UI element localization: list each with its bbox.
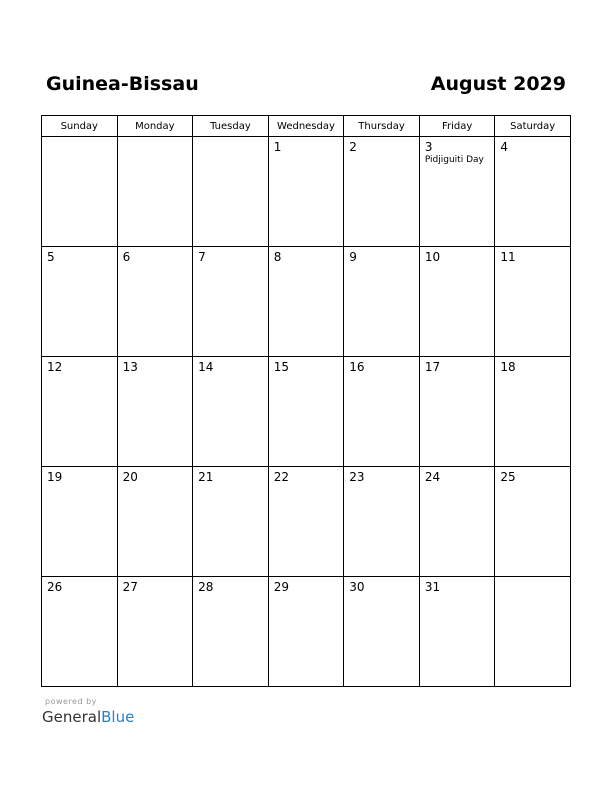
day-number: 8 bbox=[273, 250, 282, 264]
day-cell bbox=[419, 247, 495, 357]
day-cell bbox=[193, 467, 269, 577]
day-cell bbox=[42, 357, 118, 467]
day-cell bbox=[419, 577, 495, 687]
day-cell bbox=[42, 577, 118, 687]
day-cell bbox=[193, 137, 269, 247]
day-cell bbox=[344, 137, 420, 247]
day-cell bbox=[495, 247, 571, 357]
day-number: 20 bbox=[122, 470, 138, 484]
day-number: 4 bbox=[500, 140, 509, 154]
week-row bbox=[42, 137, 571, 247]
day-cell bbox=[344, 467, 420, 577]
day-number: 10 bbox=[424, 250, 441, 264]
week-row bbox=[42, 577, 571, 687]
day-number: 24 bbox=[424, 470, 441, 484]
day-number: 27 bbox=[122, 580, 138, 594]
day-number: 11 bbox=[500, 250, 516, 264]
day-cell bbox=[42, 137, 118, 247]
country-title: Guinea-Bissau bbox=[46, 73, 199, 95]
day-cell bbox=[193, 577, 269, 687]
day-number: 28 bbox=[198, 580, 214, 594]
day-cell bbox=[268, 577, 344, 687]
day-cell bbox=[42, 467, 118, 577]
day-number: 16 bbox=[349, 360, 365, 374]
weekday-header-friday: Friday bbox=[419, 116, 495, 137]
day-number: 30 bbox=[349, 580, 365, 594]
day-number: 9 bbox=[349, 250, 357, 264]
weekday-header-thursday: Thursday bbox=[344, 116, 420, 137]
day-cell bbox=[495, 577, 571, 687]
generalblue-logo[interactable] bbox=[42, 708, 134, 726]
day-number: 23 bbox=[349, 470, 365, 484]
day-number: 6 bbox=[122, 250, 131, 264]
day-cell bbox=[117, 137, 193, 247]
day-number: 13 bbox=[122, 360, 138, 374]
month-year-title: August 2029 bbox=[430, 73, 566, 95]
day-number: 3 bbox=[424, 140, 433, 154]
day-cell bbox=[268, 357, 344, 467]
day-number: 1 bbox=[273, 140, 282, 154]
calendar-grid bbox=[41, 115, 571, 687]
weekday-header-sunday: Sunday bbox=[42, 116, 118, 137]
weekday-header-saturday: Saturday bbox=[495, 116, 571, 137]
day-cell bbox=[193, 357, 269, 467]
weekday-header-tuesday: Tuesday bbox=[193, 116, 269, 137]
day-number: 17 bbox=[424, 360, 441, 374]
day-number: 18 bbox=[500, 360, 516, 374]
day-cell bbox=[268, 247, 344, 357]
day-cell bbox=[268, 467, 344, 577]
day-cell bbox=[495, 137, 571, 247]
day-number: 31 bbox=[424, 580, 441, 594]
weekday-header-monday: Monday bbox=[117, 116, 193, 137]
day-number: 15 bbox=[273, 360, 289, 374]
day-cell bbox=[344, 247, 420, 357]
day-cell bbox=[268, 137, 344, 247]
day-number: 25 bbox=[500, 470, 516, 484]
day-number: 26 bbox=[47, 580, 63, 594]
day-number: 19 bbox=[47, 470, 63, 484]
day-cell bbox=[344, 357, 420, 467]
day-number: 14 bbox=[198, 360, 214, 374]
week-row bbox=[42, 357, 571, 467]
week-row bbox=[42, 247, 571, 357]
day-cell bbox=[117, 467, 193, 577]
logo-text-general: General bbox=[42, 708, 102, 726]
day-cell bbox=[419, 357, 495, 467]
day-cell bbox=[117, 357, 193, 467]
powered-by-label: powered by bbox=[45, 697, 97, 706]
weekday-header-wednesday: Wednesday bbox=[268, 116, 344, 137]
day-number: 2 bbox=[349, 140, 357, 154]
day-number: 22 bbox=[273, 470, 289, 484]
day-cell bbox=[419, 137, 495, 247]
day-cell bbox=[117, 577, 193, 687]
day-number: 5 bbox=[47, 250, 55, 264]
day-cell bbox=[344, 577, 420, 687]
holiday-label: Pidjiguiti Day bbox=[424, 155, 484, 165]
day-number: 12 bbox=[47, 360, 63, 374]
day-cell bbox=[42, 247, 118, 357]
day-cell bbox=[117, 247, 193, 357]
day-cell bbox=[419, 467, 495, 577]
day-number: 7 bbox=[198, 250, 206, 264]
weekday-header-row bbox=[42, 116, 571, 137]
day-number: 21 bbox=[198, 470, 214, 484]
day-cell bbox=[495, 357, 571, 467]
logo-text-blue: Blue bbox=[101, 708, 135, 726]
day-cell bbox=[193, 247, 269, 357]
week-row bbox=[42, 467, 571, 577]
day-cell bbox=[495, 467, 571, 577]
day-number: 29 bbox=[273, 580, 289, 594]
